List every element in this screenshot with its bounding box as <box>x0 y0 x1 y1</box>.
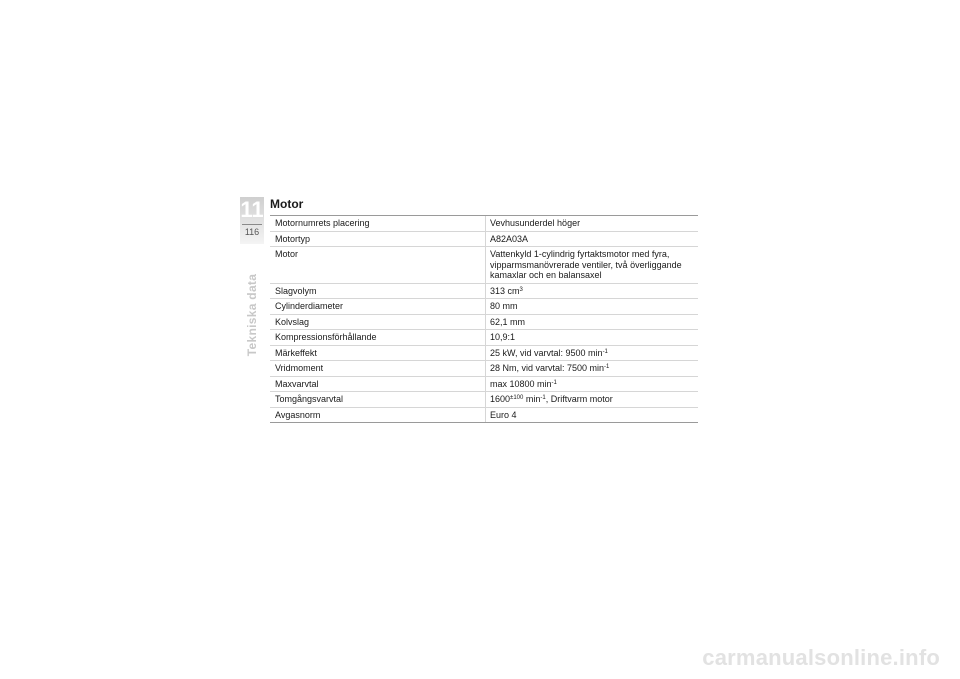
spec-value-line: vipparmsmanövrerade ventiler, två överliggande <box>490 259 682 270</box>
spec-value <box>486 283 699 299</box>
table-row <box>270 361 698 377</box>
spec-value: 62,1 mm <box>486 314 699 330</box>
chapter-tab <box>240 197 264 244</box>
spec-superscript: -1 <box>604 364 610 370</box>
table-row <box>270 299 698 315</box>
spec-value: Euro 4 <box>486 407 699 423</box>
spec-value <box>486 345 699 361</box>
spec-label: Motornumrets placering <box>270 216 486 232</box>
spec-value <box>486 361 699 377</box>
spec-superscript: ±100 <box>510 395 524 401</box>
spec-table <box>270 215 698 423</box>
spec-value: 80 mm <box>486 299 699 315</box>
table-row <box>270 216 698 232</box>
spec-value-text: , Driftvarm motor <box>545 394 613 404</box>
table-row <box>270 247 698 284</box>
spec-label: Kolvslag <box>270 314 486 330</box>
spec-value: A82A03A <box>486 231 699 247</box>
spec-label: Avgasnorm <box>270 407 486 423</box>
spec-superscript: -1 <box>602 348 608 355</box>
spec-label: Maxvarvtal <box>270 376 486 392</box>
table-row <box>270 283 698 299</box>
spec-value-line: Vattenkyld 1-cylindrig fyrtaktsmotor med fyra, <box>490 249 670 259</box>
table-row <box>270 407 698 423</box>
spec-label: Tomgångsvarvtal <box>270 392 486 408</box>
spec-label: Kompressionsförhållande <box>270 330 486 346</box>
table-row <box>270 314 698 330</box>
watermark: carmanualsonline.info <box>702 645 940 670</box>
spec-value: Vevhusunderdel höger <box>486 216 699 232</box>
spec-label: Motor <box>270 247 486 284</box>
spec-value-text: max 10800 min <box>490 378 552 389</box>
spec-superscript: 3 <box>519 286 523 293</box>
spec-value <box>486 376 699 392</box>
spec-label: Märkeffekt <box>270 345 486 361</box>
table-row <box>270 392 698 408</box>
chapter-divider <box>242 224 262 225</box>
spec-label: Motortyp <box>270 231 486 247</box>
table-row <box>270 231 698 247</box>
spec-value: 10,9:1 <box>486 330 699 346</box>
section-title: Motor <box>270 197 304 211</box>
table-row <box>270 376 698 392</box>
spec-value-text: 25 kW, vid varvtal: 9500 min <box>490 347 603 358</box>
spec-value-text: 28 Nm, vid varvtal: 7500 min <box>490 363 605 373</box>
table-row <box>270 345 698 361</box>
page-number: 116 <box>244 227 260 237</box>
spec-value <box>486 247 699 284</box>
spec-value <box>486 392 699 408</box>
spec-label: Vridmoment <box>270 361 486 377</box>
spec-value-line: kamaxlar och en balansaxel <box>490 270 602 280</box>
spec-superscript: -1 <box>551 379 557 386</box>
spec-value-text: 1600 <box>490 394 511 404</box>
spec-value-text: 313 cm <box>490 285 520 296</box>
table-row <box>270 330 698 346</box>
chapter-number: 11 <box>240 197 264 222</box>
spec-value-text: min <box>523 394 541 404</box>
chapter-side-title: Tekniska data <box>245 273 259 357</box>
spec-superscript: -1 <box>540 395 546 401</box>
spec-label: Slagvolym <box>270 283 486 299</box>
spec-label: Cylinderdiameter <box>270 299 486 315</box>
